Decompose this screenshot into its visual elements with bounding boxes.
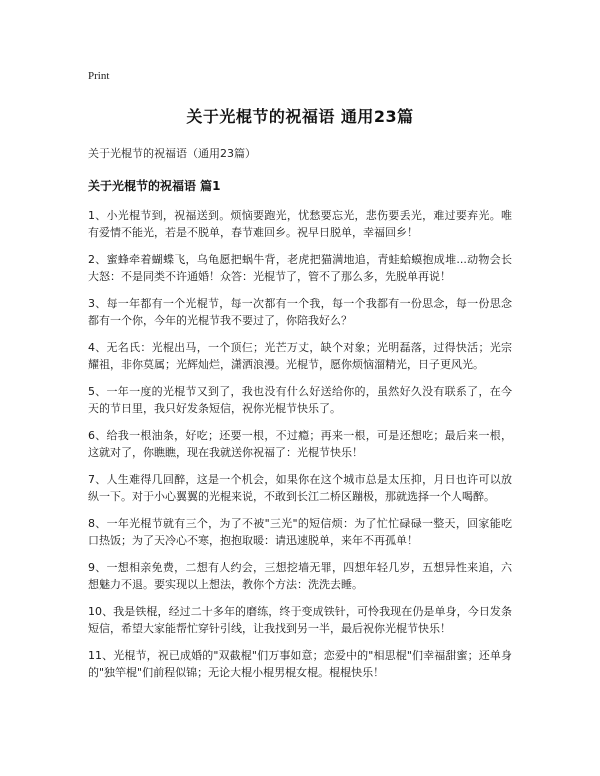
paragraph: 10、我是铁棍，经过二十多年的磨练，终于变成铁针，可怜我现在仍是单身，今日发条短信，希望大家能帮忙穿针引线，让我找到另一半，最后祝你光棍节快乐！	[88, 605, 512, 635]
paragraph: 3、每一年都有一个光棍节，每一次都有一个我，每一个我都有一份思念，每一份思念都有一个你，今年的光棍节我不要过了，你陪我好么？	[88, 297, 512, 327]
paragraph: 7、人生难得几回醉，这是一个机会，如果你在这个城市总是太压抑，月日也许可以放纵一下。对于小心翼翼的光棍来说，不敢到长江二桥区蹦极，那就选择一个人喝醉。	[88, 473, 512, 503]
paragraph: 1、小光棍节到，祝福送到。烦恼要跑光，忧愁要忘光，悲伤要丢光，难过要弃光。唯有爱情不能光，若是不脱单，春节难回乡。祝早日脱单，幸福回乡！	[88, 209, 512, 239]
paragraph: 8、一年光棍节就有三个，为了不被"三光"的短信烦：为了忙忙碌碌一整天，回家能吃口热饭；为了天冷心不寒，抱抱取暖：请迅速脱单，来年不再孤单！	[88, 517, 512, 547]
paragraph-list	[88, 207, 512, 681]
section-title: 关于光棍节的祝福语 篇1	[88, 179, 221, 193]
paragraph: 4、无名氏：光棍出马，一个顶仨；光芒万丈，缺个对象；光明磊落，过得快活；光宗耀祖，非你莫属；光辉灿烂，潇洒浪漫。光棍节，愿你烦恼溜精光，日子更风光。	[88, 341, 512, 371]
paragraph: 2、蜜蜂牵着蝴蝶飞，乌龟愿把蜗牛背，老虎把猫满地追，青蛙蛤蟆抱成堆...动物会长大怒：不是同类不许通婚！众答：光棍节了，管不了那么多，先脱单再说！	[88, 253, 512, 283]
paragraph: 6、给我一根油条，好吃；还要一根，不过瘾；再来一根，可是还想吃；最后来一根，这就对了，你瞧瞧，现在我就送你祝福了：光棍节快乐！	[88, 429, 512, 459]
print-label: Print	[88, 70, 110, 82]
document-subtitle: 关于光棍节的祝福语（通用23篇）	[88, 147, 256, 160]
paragraph: 5、一年一度的光棍节又到了，我也没有什么好送给你的，虽然好久没有联系了，在今天的节日里，我只好发条短信，祝你光棍节快乐了。	[88, 385, 512, 415]
paragraph: 9、一想相亲免费，二想有人约会，三想挖墙无罪，四想年轻几岁，五想异性来追，六想魅力不退。要实现以上想法，教你个方法：洗洗去睡。	[88, 561, 512, 591]
document-title: 关于光棍节的祝福语 通用23篇	[186, 107, 414, 126]
paragraph: 11、光棍节，祝已成婚的"双截棍"们万事如意；恋爱中的"相思棍"们幸福甜蜜；还单身的"独竿棍"们前程似锦；无论大棍小棍男棍女棍。棍棍快乐！	[88, 649, 512, 679]
